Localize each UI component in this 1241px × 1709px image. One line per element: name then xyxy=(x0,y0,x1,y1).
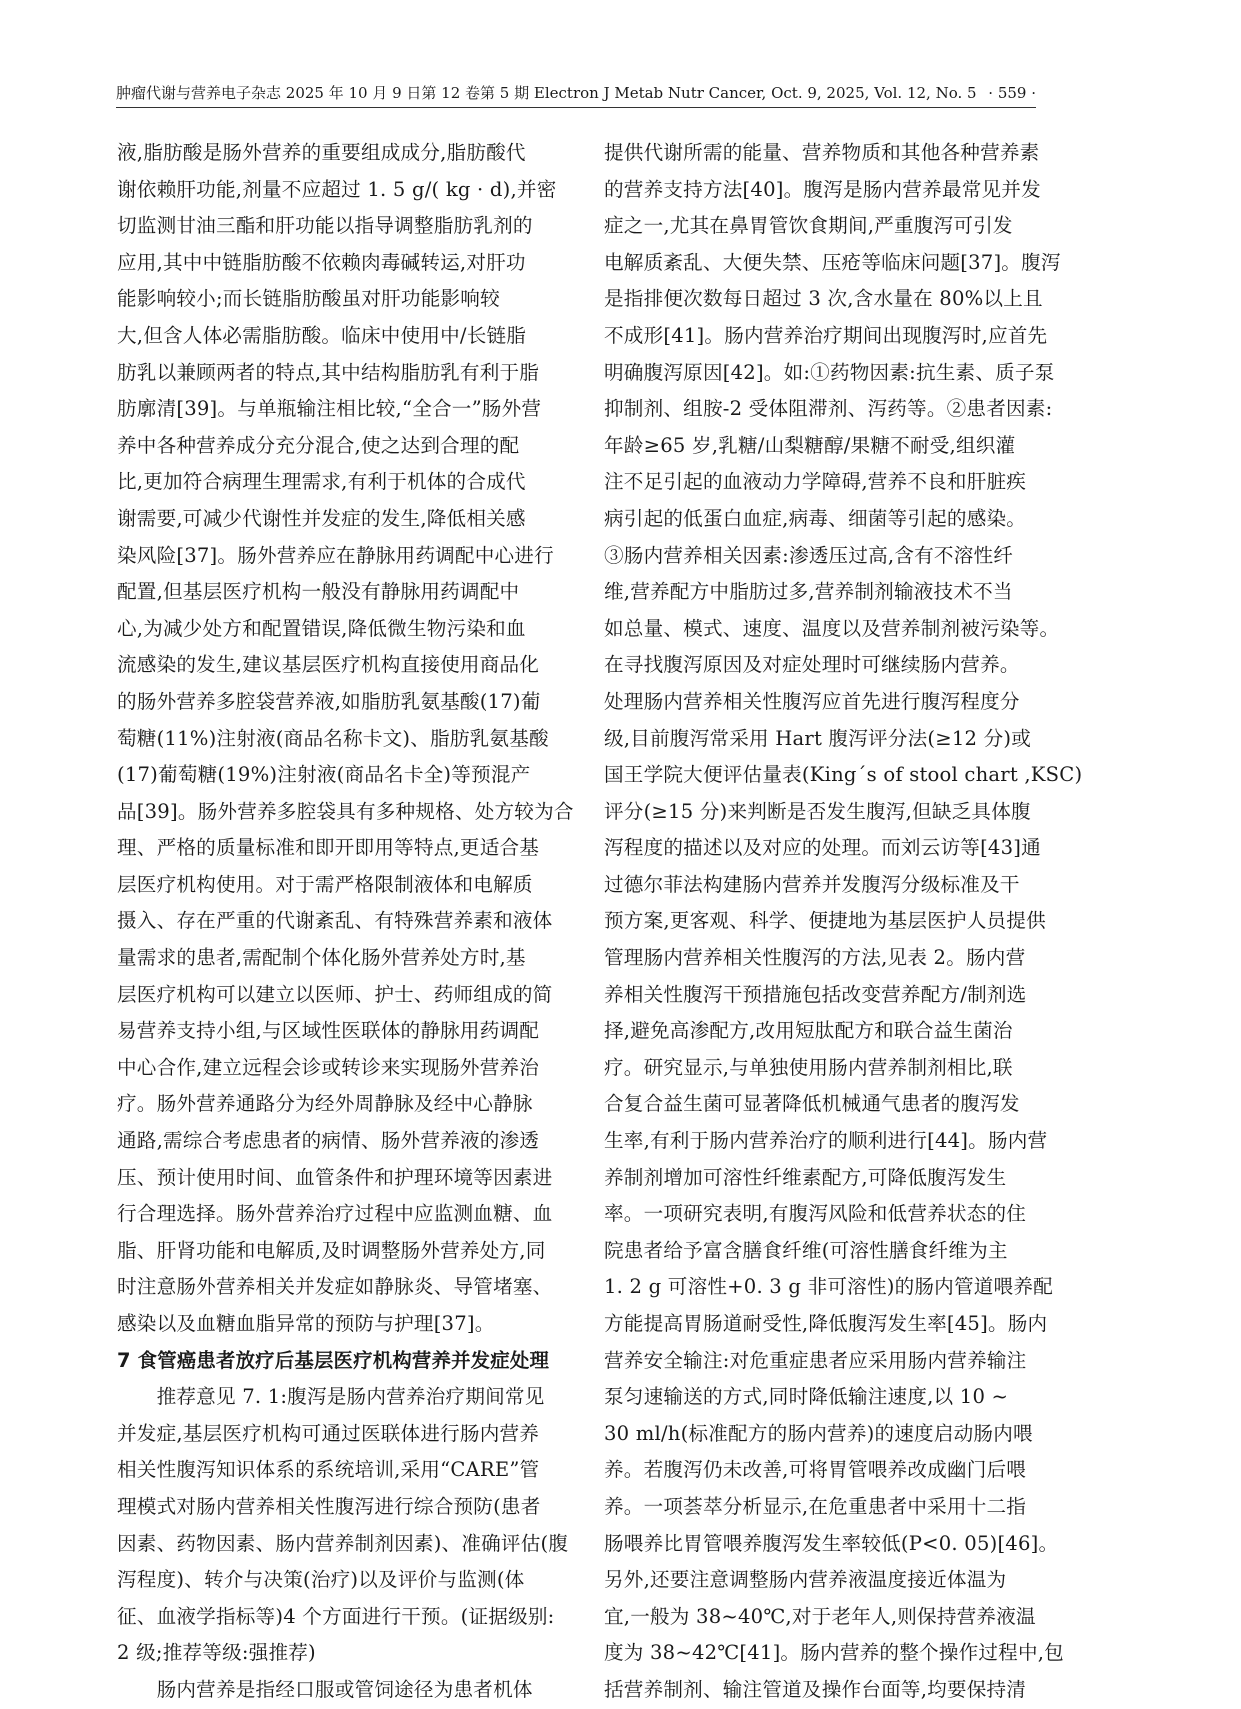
text-line: 的营养支持方法[40]。腹泻是肠内营养最常见并发 xyxy=(604,177,1041,201)
text-line: 液,脂肪酸是肠外营养的重要组成成分,脂肪酸代 xyxy=(117,141,526,164)
text-line: 中心合作,建立远程会诊或转诊来实现肠外营养治 xyxy=(117,1055,540,1079)
text-line: 维,营养配方中脂肪过多,营养制剂输液技术不当 xyxy=(604,580,1013,604)
text-line: 管理肠内营养相关性腹泻的方法,见表 2。肠内营 xyxy=(604,946,1026,970)
text-line: 摄入、存在严重的代谢紊乱、有特殊营养素和液体 xyxy=(117,909,553,933)
text-line: 另外,还要注意调整肠内营养液温度接近体温为 xyxy=(604,1568,1007,1592)
text-line: 抑制剂、组胺-2 受体阻滞剂、泻药等。②患者因素: xyxy=(604,397,1053,421)
header-rule xyxy=(116,107,1036,108)
text-line: 量需求的患者,需配制个体化肠外营养处方时,基 xyxy=(117,946,526,970)
page-number: · 559 · xyxy=(988,84,1036,102)
text-line: 层医疗机构使用。对于需严格限制液体和电解质 xyxy=(117,872,533,896)
text-line: 比,更加符合病理生理需求,有利于机体的合成代 xyxy=(117,470,526,494)
text-line: 配置,但基层医疗机构一般没有静脉用药调配中 xyxy=(117,580,520,604)
text-line: 理模式对肠内营养相关性腹泻进行综合预防(患者 xyxy=(117,1494,541,1518)
text-line: 30 ml/h(标准配方的肠内营养)的速度启动肠内喂 xyxy=(604,1421,1033,1445)
text-line: 染风险[37]。肠外营养应在静脉用药调配中心进行 xyxy=(117,543,554,567)
text-line: 肪乳以兼顾两者的特点,其中结构脂肪乳有利于脂 xyxy=(117,360,540,384)
section-heading: 7 食管癌患者放疗后基层医疗机构营养并发症处理 xyxy=(117,1348,550,1372)
text-line: 理、严格的质量标准和即开即用等特点,更适合基 xyxy=(117,836,540,860)
text-line: (17)葡萄糖(19%)注射液(商品名卡全)等预混产 xyxy=(117,763,531,787)
right-column xyxy=(604,135,1083,1701)
text-line: 应用,其中中链脂肪酸不依赖肉毒碱转运,对肝功 xyxy=(117,250,526,274)
text-line: 疗。研究显示,与单独使用肠内营养制剂相比,联 xyxy=(604,1055,1013,1079)
text-line: 症之一,尤其在鼻胃管饮食期间,严重腹泻可引发 xyxy=(604,214,1013,238)
text-line: 择,避免高渗配方,改用短肽配方和联合益生菌治 xyxy=(604,1019,1013,1043)
text-line: ③肠内营养相关因素:渗透压过高,含有不溶性纤 xyxy=(604,543,1014,567)
running-header xyxy=(116,80,1036,106)
text-line: 度为 38~42℃[41]。肠内营养的整个操作过程中,包 xyxy=(604,1641,1064,1665)
text-line: 品[39]。肠外营养多腔袋具有多种规格、处方较为合 xyxy=(117,799,574,823)
text-line: 如总量、模式、速度、温度以及营养制剂被污染等。 xyxy=(604,616,1060,640)
text-line: 2 级;推荐等级:强推荐) xyxy=(117,1641,316,1665)
text-line: 注不足引起的血液动力学障碍,营养不良和肝脏疾 xyxy=(604,470,1027,494)
text-line: 疗。肠外营养通路分为经外周静脉及经中心静脉 xyxy=(117,1092,533,1116)
text-line: 流感染的发生,建议基层医疗机构直接使用商品化 xyxy=(117,653,540,677)
text-line: 养。若腹泻仍未改善,可将胃管喂养改成幽门后喂 xyxy=(604,1458,1027,1482)
text-line: 评分(≥15 分)来判断是否发生腹泻,但缺乏具体腹 xyxy=(604,799,1031,823)
text-line: 大,但含人体必需脂肪酸。临床中使用中/长链脂 xyxy=(117,323,527,347)
text-line: 泵匀速输送的方式,同时降低输注速度,以 10 ~ xyxy=(604,1385,1009,1409)
text-line: 时注意肠外营养相关并发症如静脉炎、导管堵塞、 xyxy=(117,1275,553,1299)
text-line: 心,为减少处方和配置错误,降低微生物污染和血 xyxy=(117,616,526,640)
text-line: 级,目前腹泻常采用 Hart 腹泻评分法(≥12 分)或 xyxy=(604,726,1032,750)
text-line: 肠内营养是指经口服或管饲途径为患者机体 xyxy=(117,1677,533,1701)
text-line: 并发症,基层医疗机构可通过医联体进行肠内营养 xyxy=(117,1421,540,1445)
text-line: 养相关性腹泻干预措施包括改变营养配方/制剂选 xyxy=(604,982,1027,1006)
text-line: 谢依赖肝功能,剂量不应超过 1. 5 g/( kg · d),并密 xyxy=(117,177,557,201)
text-line: 养。一项荟萃分析显示,在危重患者中采用十二指 xyxy=(604,1494,1027,1518)
text-line: 电解质紊乱、大便失禁、压疮等临床问题[37]。腹泻 xyxy=(604,250,1061,274)
text-line: 合复合益生菌可显著降低机械通气患者的腹泻发 xyxy=(604,1092,1020,1116)
text-line: 因素、药物因素、肠内营养制剂因素)、准确评估(腹 xyxy=(117,1531,569,1555)
text-line: 院患者给予富含膳食纤维(可溶性膳食纤维为主 xyxy=(604,1238,1008,1262)
journal-running-title: 肿瘤代谢与营养电子杂志 2025 年 10 月 9 日第 12 卷第 5 期 Electron J Metab Nutr Cancer, Oct. 9, 2025, Vol. 12, No. 5 xyxy=(116,84,977,102)
text-line: 1. 2 g 可溶性+0. 3 g 非可溶性)的肠内管道喂养配 xyxy=(604,1275,1053,1299)
text-line: 不成形[41]。肠内营养治疗期间出现腹泻时,应首先 xyxy=(604,323,1048,347)
text-line: 年龄≥65 岁,乳糖/山梨糖醇/果糖不耐受,组织灌 xyxy=(604,433,1016,457)
text-line: 征、血液学指标等)4 个方面进行干预。(证据级别: xyxy=(117,1604,555,1628)
text-line: 相关性腹泻知识体系的系统培训,采用“CARE”管 xyxy=(117,1458,540,1482)
text-line: 肠喂养比胃管喂养腹泻发生率较低(P<0. 05)[46]。 xyxy=(604,1531,1059,1555)
text-line: 养制剂增加可溶性纤维素配方,可降低腹泻发生 xyxy=(604,1165,1007,1189)
text-line: 生率,有利于肠内营养治疗的顺利进行[44]。肠内营 xyxy=(604,1129,1048,1153)
text-line: 层医疗机构可以建立以医师、护士、药师组成的简 xyxy=(117,982,553,1006)
text-line: 谢需要,可减少代谢性并发症的发生,降低相关感 xyxy=(117,506,526,530)
text-line: 方能提高胃肠道耐受性,降低腹泻发生率[45]。肠内 xyxy=(604,1312,1048,1335)
text-line: 的肠外营养多腔袋营养液,如脂肪乳氨基酸(17)葡 xyxy=(117,689,541,713)
text-line: 压、预计使用时间、血管条件和护理环境等因素进 xyxy=(117,1165,553,1189)
text-line: 泻程度)、转介与决策(治疗)以及评价与监测(体 xyxy=(117,1568,525,1592)
text-line: 切监测甘油三酯和肝功能以指导调整脂肪乳剂的 xyxy=(117,214,533,238)
text-line: 脂、肝肾功能和电解质,及时调整肠外营养处方,同 xyxy=(117,1238,546,1262)
text-line: 泻程度的描述以及对应的处理。而刘云访等[43]通 xyxy=(604,836,1041,860)
text-line: 国王学院大便评估量表(King´s of stool chart ,KSC) xyxy=(604,763,1083,787)
text-line: 营养安全输注:对危重症患者应采用肠内营养输注 xyxy=(604,1348,1027,1372)
text-line: 宜,一般为 38~40℃,对于老年人,则保持营养液温 xyxy=(604,1604,1036,1628)
text-line: 行合理选择。肠外营养治疗过程中应监测血糖、血 xyxy=(117,1202,553,1226)
text-line: 养中各种营养成分充分混合,使之达到合理的配 xyxy=(117,433,520,457)
text-line: 是指排便次数每日超过 3 次,含水量在 80%以上且 xyxy=(604,287,1043,311)
text-line: 处理肠内营养相关性腹泻应首先进行腹泻程度分 xyxy=(604,689,1020,713)
left-column xyxy=(117,135,574,1701)
text-line: 推荐意见 7. 1:腹泻是肠内营养治疗期间常见 xyxy=(117,1385,545,1409)
text-line: 通路,需综合考虑患者的病情、肠外营养液的渗透 xyxy=(117,1129,540,1153)
text-line: 能影响较小;而长链脂肪酸虽对肝功能影响较 xyxy=(117,287,500,311)
text-line: 萄糖(11%)注射液(商品名称卡文)、脂肪乳氨基酸 xyxy=(117,726,549,750)
text-line: 括营养制剂、输注管道及操作台面等,均要保持清 xyxy=(604,1677,1027,1701)
text-line: 率。一项研究表明,有腹泻风险和低营养状态的住 xyxy=(604,1202,1027,1226)
text-line: 明确腹泻原因[42]。如:①药物因素:抗生素、质子泵 xyxy=(604,360,1055,384)
text-line: 提供代谢所需的能量、营养物质和其他各种营养素 xyxy=(604,141,1040,164)
text-line: 过德尔菲法构建肠内营养并发腹泻分级标准及干 xyxy=(604,872,1020,896)
text-line: 肪廓清[39]。与单瓶输注相比较,“全合一”肠外营 xyxy=(117,397,542,421)
text-line: 病引起的低蛋白血症,病毒、细菌等引起的感染。 xyxy=(604,506,1027,530)
text-line: 预方案,更客观、科学、便捷地为基层医护人员提供 xyxy=(604,909,1046,933)
text-line: 感染以及血糖血脂异常的预防与护理[37]。 xyxy=(117,1312,495,1335)
text-line: 易营养支持小组,与区域性医联体的静脉用药调配 xyxy=(117,1019,540,1043)
text-line: 在寻找腹泻原因及对症处理时可继续肠内营养。 xyxy=(604,653,1020,677)
